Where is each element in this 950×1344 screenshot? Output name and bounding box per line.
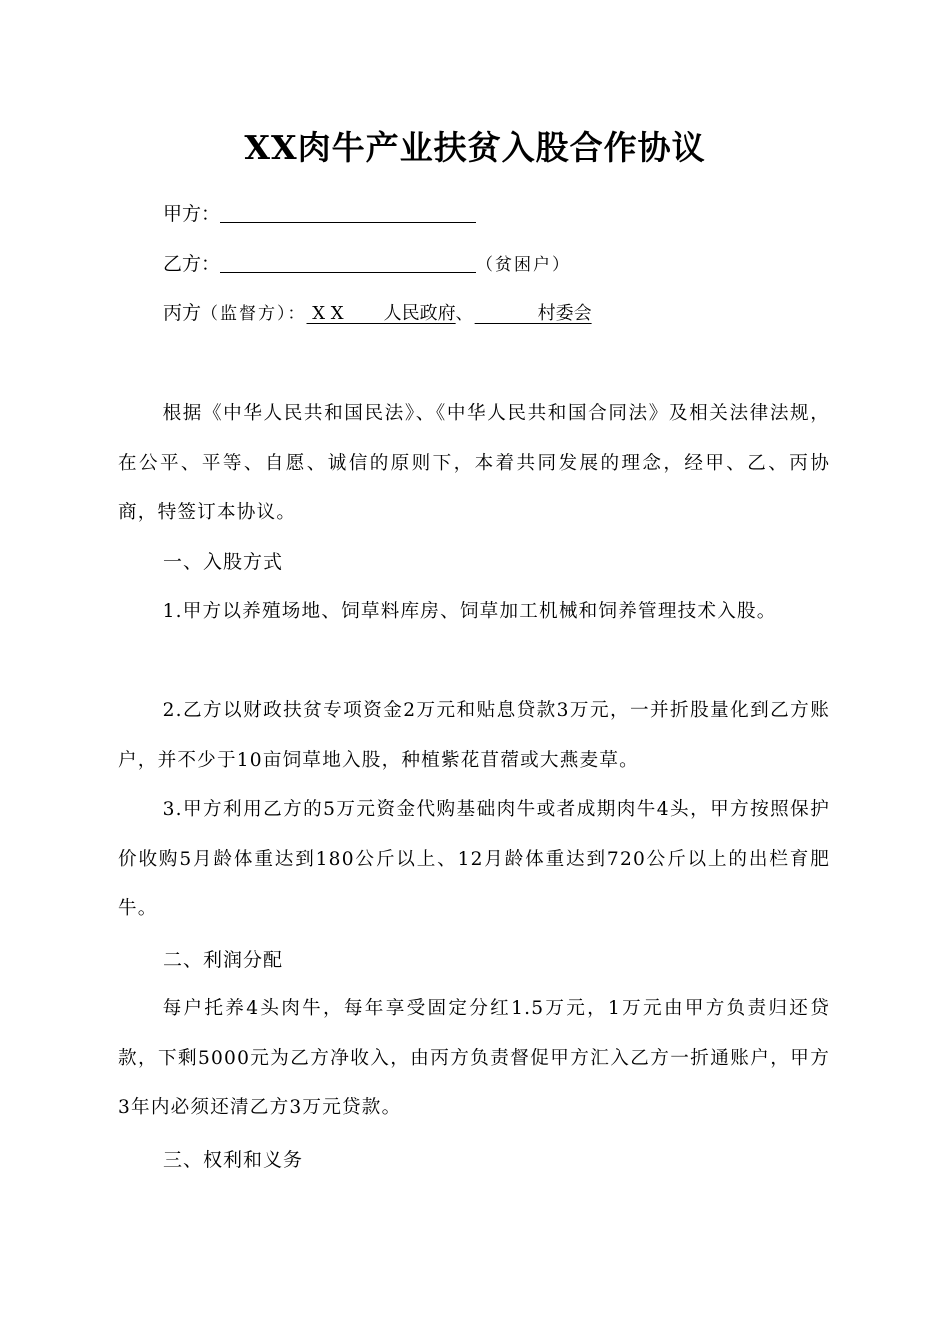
party-a-line (163, 199, 476, 229)
party-a-blank (220, 202, 476, 223)
section-2-paragraph: 每户托养4头肉牛，每年享受固定分红1.5万元，1万元由甲方负责归还贷款，下剩5000元为乙方净收入，由丙方负责督促甲方汇入乙方一折通账户，甲方3年内必须还清乙方3万元贷款。 (118, 998, 830, 1119)
party-c-separator: 、 (455, 304, 475, 324)
party-c-line (163, 298, 592, 329)
section-1-item-1: 1.甲方以养殖场地、饲草料库房、饲草加工机械和饲养管理技术入股。 (162, 601, 777, 622)
party-b-label: 乙方： (163, 253, 221, 275)
section-3-heading: 三、权利和义务 (163, 1149, 304, 1171)
party-b-blank (220, 252, 476, 273)
party-b-note: （贫困户） (476, 255, 572, 275)
document-title: XX肉牛产业扶贫入股合作协议 (244, 128, 706, 167)
party-c-note: （监督方）： (201, 304, 307, 324)
section-1-item-2: 2.乙方以财政扶贫专项资金2万元和贴息贷款3万元，一并折股量化到乙方账户，并不少于10亩饲草地入股，种植紫花苜蓿或大燕麦草。 (118, 700, 830, 771)
section-1-item-3: 3.甲方利用乙方的5万元资金代购基础肉牛或者成期肉牛4头，甲方按照保护价收购5月龄体重达到180公斤以上、12月龄体重达到720公斤以上的出栏育肥牛。 (118, 799, 830, 920)
party-a-label: 甲方： (163, 203, 221, 225)
section-2-heading: 二、利润分配 (163, 949, 284, 971)
party-b-line (163, 249, 571, 280)
party-c-label: 丙方 (163, 302, 202, 324)
party-c-village: 村委会 (474, 303, 592, 324)
party-c-government: X X 人民政府 (306, 303, 456, 324)
section-1-heading: 一、入股方式 (163, 551, 284, 573)
intro-paragraph: 根据《中华人民共和国民法》、《中华人民共和国合同法》及相关法律法规，在公平、平等、自愿、诚信的原则下，本着共同发展的理念，经甲、乙、丙协商，特签订本协议。 (118, 403, 830, 524)
